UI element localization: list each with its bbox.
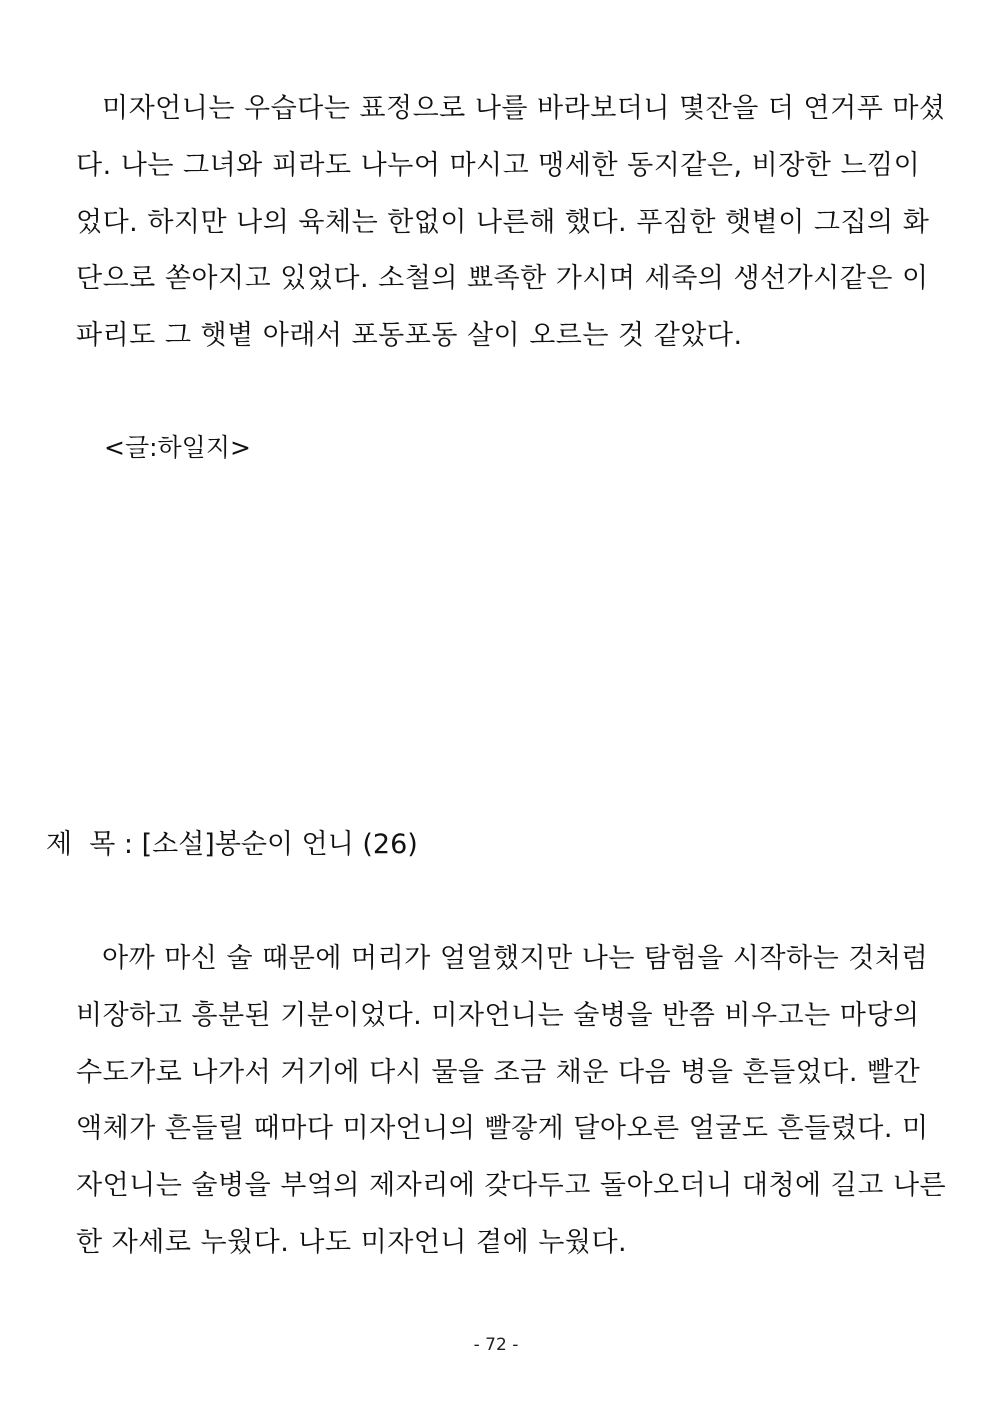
text-line: 아까 마신 술 때문에 머리가 얼얼했지만 나는 탐험을 시작하는 것처럼 bbox=[102, 943, 929, 974]
author-byline: <글:하일지> bbox=[104, 433, 251, 462]
text-line: 한 자세로 누웠다. 나도 미자언니 곁에 누웠다. bbox=[76, 1227, 628, 1258]
text-line: 단으로 쏟아지고 있었다. 소철의 뾰족한 가시며 세죽의 생선가시같은 이 bbox=[76, 263, 929, 294]
text-line: 자언니는 술병을 부엌의 제자리에 갖다두고 돌아오더니 대청에 길고 나른 bbox=[76, 1170, 947, 1201]
text-line: 비장하고 흥분된 기분이었다. 미자언니는 술병을 반쯤 비우고는 마당의 bbox=[76, 1000, 920, 1031]
text-line: 수도가로 나가서 거기에 다시 물을 조금 채운 다음 병을 흔들었다. 빨간 bbox=[76, 1057, 921, 1088]
text-line: 다. 나는 그녀와 피라도 나누어 마시고 맹세한 동지같은, 비장한 느낌이 bbox=[76, 150, 921, 181]
page-number: - 72 - bbox=[473, 1335, 519, 1355]
text-line: 파리도 그 햇볕 아래서 포동포동 살이 오르는 것 같았다. bbox=[76, 320, 743, 351]
text-line: 액체가 흔들릴 때마다 미자언니의 빨갛게 달아오른 얼굴도 흔들렸다. 미 bbox=[76, 1113, 929, 1144]
article-title: 제 목 : [소설]봉순이 언니 (26) bbox=[46, 829, 418, 860]
text-line: 었다. 하지만 나의 육체는 한없이 나른해 했다. 푸짐한 햇볕이 그집의 화 bbox=[76, 207, 930, 238]
text-line: 미자언니는 우습다는 표정으로 나를 바라보더니 몇잔을 더 연거푸 마셨 bbox=[102, 93, 946, 124]
